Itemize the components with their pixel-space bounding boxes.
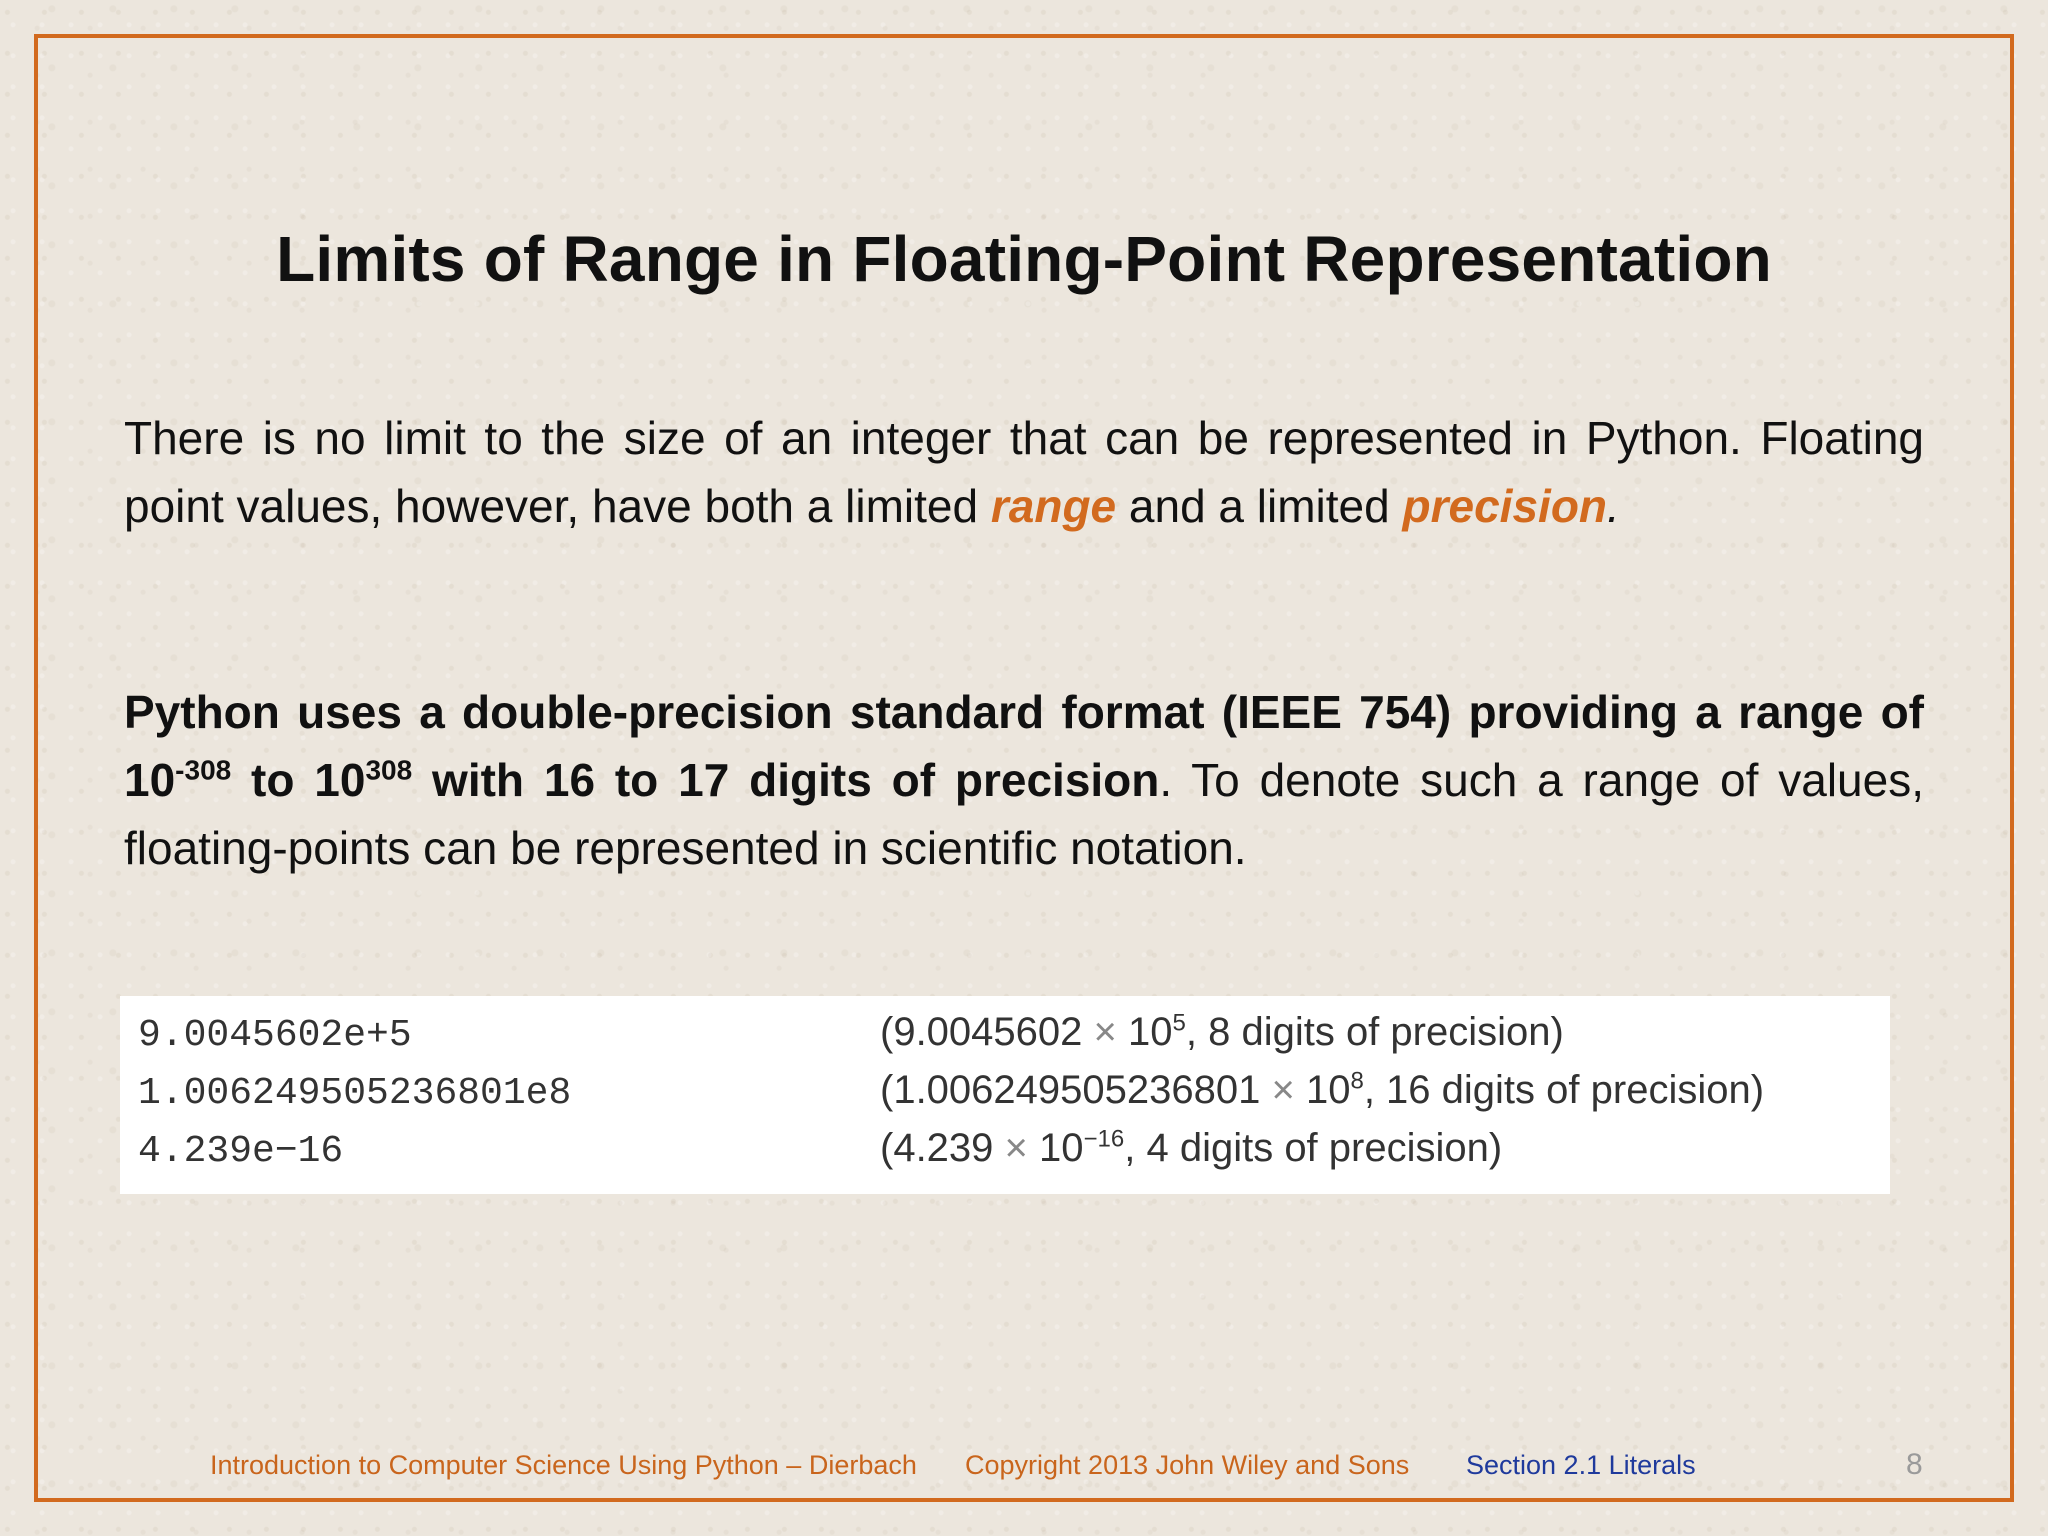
example-row [120, 1006, 1890, 1064]
intro-text-b: and a limited [1116, 480, 1403, 532]
footer-copyright: Copyright 2013 John Wiley and Sons [965, 1450, 1410, 1480]
example-code: 1.006249505236801e8 [138, 1072, 572, 1115]
example-description [880, 1126, 1502, 1171]
example-base: 10 [1128, 1010, 1173, 1054]
intro-text-c: . [1607, 480, 1620, 532]
ieee-paragraph [124, 678, 1924, 882]
example-mantissa: (9.0045602 [880, 1010, 1083, 1054]
example-description [880, 1068, 1764, 1113]
footer-section-link[interactable]: Section 2.1 Literals [1466, 1450, 1696, 1480]
ieee-text-d: . To denote such a range of values, floating-points can be represented in scientific notation. [124, 754, 1924, 874]
ieee-bold-b: to 10 [231, 754, 366, 806]
example-description [880, 1010, 1564, 1055]
example-mantissa: (4.239 [880, 1126, 994, 1170]
range-keyword: range [990, 480, 1117, 532]
ieee-bold-a: Python uses a double-precision standard format (IEEE 754) providing a range of 10 [124, 686, 1924, 806]
exp-low: -308 [175, 754, 232, 786]
intro-paragraph [124, 404, 1924, 540]
example-note: , 8 digits of precision) [1185, 1010, 1564, 1054]
times-sign: × [1260, 1068, 1306, 1112]
exp-high: 308 [365, 754, 413, 786]
footer-book-title: Introduction to Computer Science Using Python – Dierbach [210, 1450, 917, 1480]
example-note: , 16 digits of precision) [1363, 1068, 1765, 1112]
example-mantissa: (1.006249505236801 [880, 1068, 1261, 1112]
slide-title: Limits of Range in Floating-Point Representation [276, 223, 1772, 295]
example-note: , 4 digits of precision) [1124, 1126, 1503, 1170]
example-code: 4.239e−16 [138, 1130, 344, 1173]
example-code: 9.0045602e+5 [138, 1014, 412, 1057]
example-base: 10 [1305, 1068, 1351, 1112]
example-exponent: −16 [1083, 1125, 1125, 1153]
example-exponent: 8 [1350, 1067, 1364, 1095]
ieee-bold-c: with 16 to 17 digits of precision [412, 754, 1160, 806]
example-base: 10 [1039, 1126, 1084, 1170]
example-row [120, 1064, 1890, 1122]
intro-text-a: There is no limit to the size of an integer that can be represented in Python. Floating point values, however, have both a limited [124, 412, 1924, 532]
example-exponent: 5 [1172, 1009, 1186, 1037]
page-number: 8 [1906, 1448, 1923, 1481]
notation-examples-box [120, 996, 1890, 1194]
times-sign: × [1082, 1010, 1128, 1054]
times-sign: × [993, 1126, 1040, 1170]
precision-keyword: precision [1402, 480, 1608, 532]
example-row [120, 1122, 1890, 1180]
